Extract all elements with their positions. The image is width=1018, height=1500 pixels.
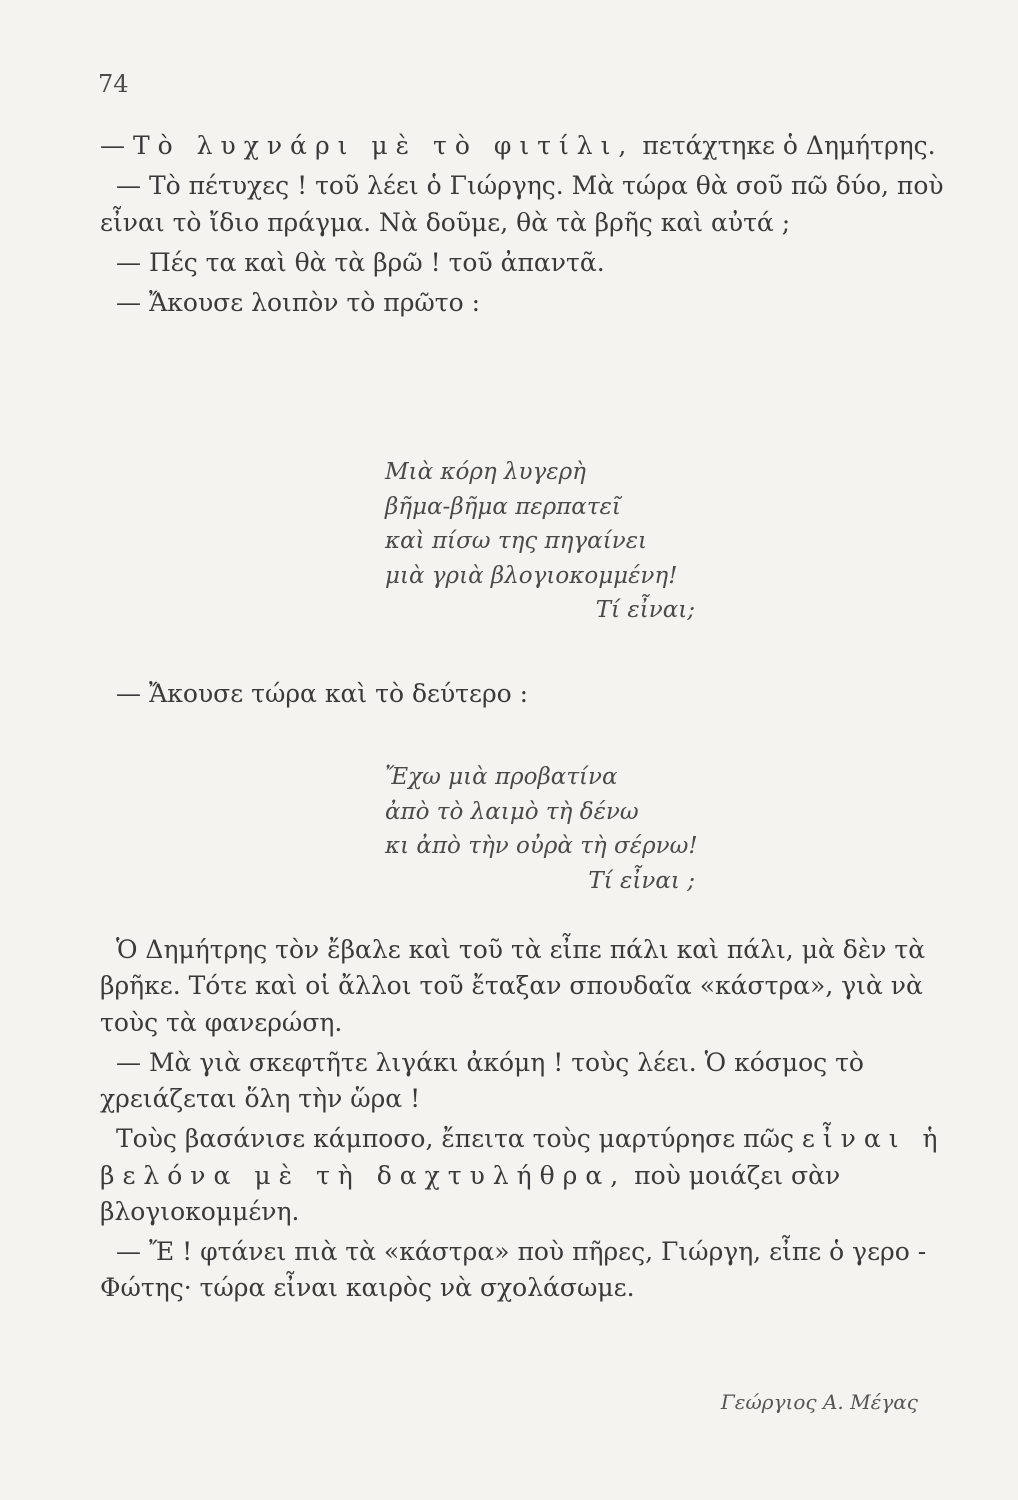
- paragraph-2: — Τὸ πέτυχες ! τοῦ λέει ὁ Γιώργης. Μὰ τώρα θὰ σοῦ πῶ δύο, ποὺ εἶναι τὸ ἴδιο πράγμα. Νὰ δοῦμε, θὰ τὰ βρῆς καὶ αὐτά ;: [100, 171, 944, 237]
- riddle-verse-1: [385, 455, 805, 628]
- paragraph-7: — Μὰ γιὰ σκεφτῆτε λιγάκι ἀκόμη ! τοὺς λέει. Ὁ κόσμος τὸ χρειάζεται ὅλη τὴν ὥρα !: [100, 1047, 864, 1113]
- paragraph-9: — Ἔ ! φτάνει πιὰ τὰ «κάστρα» ποὺ πῆρες, Γιώργη, εἶπε ὁ γερο - Φώτης· τώρα εἶναι καιρὸς νὰ σχολάσωμε.: [100, 1237, 927, 1303]
- paragraph-1: [100, 128, 960, 164]
- verse-line: καὶ πίσω της πηγαίνει: [385, 528, 648, 554]
- verse-line: μιὰ γριὰ βλογιοκομμένη!: [385, 562, 678, 589]
- paragraph-5: — Ἄκουσε τώρα καὶ τὸ δεύτερο :: [116, 679, 529, 708]
- verse-line: βῆμα-βῆμα περπατεῖ: [385, 493, 621, 520]
- verse-line: Ἔχω μιὰ προβατίνα: [385, 764, 618, 790]
- paragraph-text: Τοὺς βασάνισε κάμποσο, ἔπειτα τοὺς μαρτύρησε πῶς: [116, 1124, 802, 1154]
- verse-line: Μιὰ κόρη λυγερὴ: [385, 459, 586, 485]
- spaced-phrase: —Τὸ λυχνάρι μὲ τὸ φιτίλι,: [100, 131, 635, 160]
- paragraph-6: Ὁ Δημήτρης τὸν ἔβαλε καὶ τοῦ τὰ εἶπε πάλι καὶ πάλι, μὰ δὲν τὰ βρῆκε. Τότε καὶ οἱ ἄλλοι τοῦ ἔταξαν σπουδαῖα «κάστρα», γιὰ νὰ τοὺς τὰ φανερώση.: [100, 935, 926, 1037]
- verse-line: ἀπὸ τὸ λαιμὸ τὴ δένω: [385, 798, 639, 825]
- author-signature: Γεώργιος Α. Μέγας: [720, 1390, 918, 1414]
- paragraph-8: [100, 1121, 960, 1230]
- spaced-phrase: εἶναι ἡ βελόνα μὲ τὴ δαχτυλήθρα,: [100, 1124, 946, 1190]
- paragraph-3: — Πές τα καὶ θὰ τὰ βρῶ ! τοῦ ἀπαντᾶ.: [116, 247, 605, 277]
- verse-question: Τί εἶναι;: [595, 597, 695, 623]
- page-number: 74: [98, 70, 129, 98]
- verse-question: Τί εἶναι ;: [588, 867, 695, 894]
- riddle-verse-2: [385, 760, 805, 898]
- verse-line: κι ἀπὸ τὴν οὐρὰ τὴ σέρνω!: [385, 833, 698, 859]
- dialogue-middle: [100, 676, 960, 716]
- dialogue-bottom: [100, 932, 960, 1311]
- dialogue-top: [100, 128, 960, 325]
- paragraph-4: — Ἄκουσε λοιπὸν τὸ πρῶτο :: [116, 288, 481, 317]
- paragraph-text: πετάχτηκε ὁ Δημήτρης.: [634, 131, 936, 160]
- paragraph-text: ποὺ μοιάζει σὰν βλογιοκομμένη.: [100, 1160, 841, 1226]
